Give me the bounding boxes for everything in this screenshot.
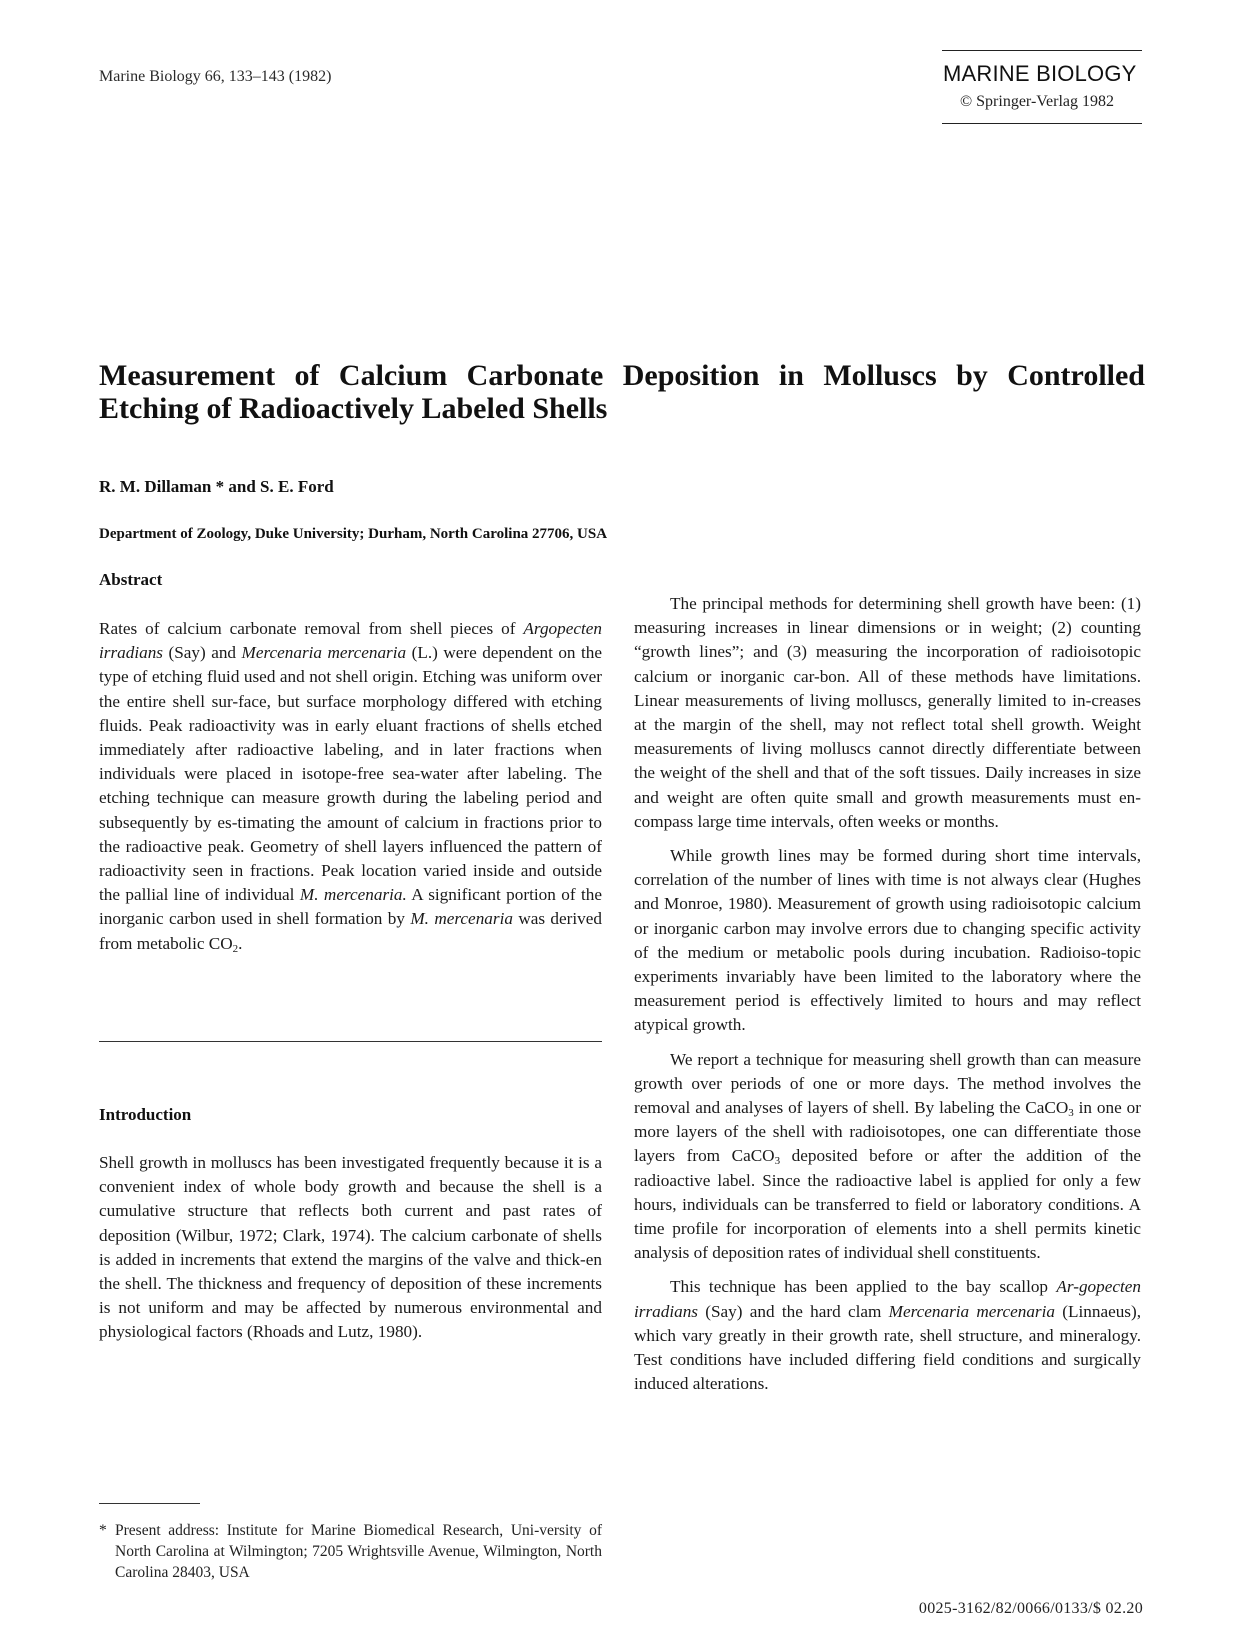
journal-brand-title: MARINE BIOLOGY — [943, 61, 1137, 86]
paragraph-application: This technique has been applied to the bay scallop Ar-gopecten irradians (Say) and the hard clam Mercenaria mercenaria (Linnaeus), which vary greatly in their growth rate, shell structure, and mineralogy. Test conditions have included differing field conditions and surgically induced alterations. — [634, 1277, 1142, 1394]
copyright-line: © Springer-Verlag 1982 — [960, 93, 1115, 110]
footnote-divider — [99, 1503, 200, 1504]
article-affiliation: Department of Zoology, Duke University; Durham, North Carolina 27706, USA — [99, 526, 608, 542]
journal-reference: Marine Biology 66, 133–143 (1982) — [99, 68, 332, 85]
footnote — [99, 1520, 602, 1583]
abstract-body — [99, 617, 602, 956]
article-title: Measurement of Calcium Carbonate Deposition in Molluscs by Controlled Etching of Radioactively Labeled Shells — [99, 359, 1145, 425]
introduction-paragraph: Shell growth in molluscs has been investigated frequently because it is a convenient index of whole body growth and because the shell is a cumulative structure that reflects both current and past rates of deposition (Wilbur, 1972; Clark, 1974). The calcium carbonate of shells is added in increments that extend the margins of the valve and thick-en the shell. The thickness and frequency of deposition of these increments is not uniform and may be affected by numerous environmental and physiological factors (Rhoads and Lutz, 1980). — [99, 1153, 602, 1342]
abstract-paragraph: Rates of calcium carbonate removal from shell pieces of Argopecten irradians (Say) and Mercenaria mercenaria (L.) were dependent on the type of etching fluid used and not shell origin. Etching was uniform over the entire shell sur-face, but surface morphology differed with etching fluids. Peak radioactivity was in early eluant fractions of shells etched immediately after radioactive labeling, and in later fractions when individuals were placed in isotope-free sea-water after labeling. The etching technique can measure growth during the labeling period and subsequently by es-timating the amount of calcium in fractions prior to the radioactive peak. Geometry of shell layers influenced the pattern of radioactivity seen in fractions. Peak location varied inside and outside the pallial line of individual M. mercenaria. A significant portion of the inorganic carbon used in shell formation by M. mercenaria was derived from metabolic $CO_2$. — [99, 619, 603, 955]
article-authors: R. M. Dillaman * and S. E. Ford — [99, 477, 334, 496]
paragraph-technique: We report a technique for measuring shell growth than can measure growth over periods of one or more days. The method involves the removal and analyses of layers of shell. By labeling the CaCO$_3$ in one or more layers of the shell with radioisotopes, one can differentiate those layers from CaCO$_3$ deposited before or after the addition of the radioactive label. Since the radioactive label is applied for only a few hours, individuals can be transferred to field or laboratory conditions. A time profile for incorporation of elements into a shell permits kinetic analysis of deposition rates of individual shell constituents. — [634, 1049, 1141, 1263]
introduction-body — [99, 1151, 602, 1345]
abstract-divider — [99, 1041, 602, 1042]
footnote-text: Present address: Institute for Marine Biomedical Research, Uni-versity of North Carolina at Wilmington; 7205 Wrightsville Avenue, Wilmington, North Carolina 28403, USA — [115, 1522, 602, 1581]
introduction-heading: Introduction — [99, 1105, 192, 1124]
article-code: 0025-3162/82/0066/0133/$ 02.20 — [918, 1600, 1143, 1617]
journal-brand-box — [942, 50, 1142, 124]
abstract-heading: Abstract — [99, 570, 163, 589]
paragraph-methods: The principal methods for determining shell growth have been: (1) measuring increases in linear dimensions or in weight; (2) counting “growth lines”; and (3) measuring the incorporation of radioisotopic calcium or inorganic car-bon. All of these methods have limitations. Linear measurements of living molluscs, generally limited to in-creases at the margin of the shell, may not reflect total shell growth. Weight measurements of living molluscs cannot directly differentiate between the weight of the shell and that of the soft tissues. Daily increases in size and weight are often quite small and growth measurements must en-compass large time intervals, often weeks or months. — [634, 594, 1141, 831]
footnote-mark: * — [99, 1522, 107, 1539]
right-column-body — [634, 592, 1141, 1407]
paragraph-growth-lines: While growth lines may be formed during short time intervals, correlation of the number of lines with time is not always clear (Hughes and Monroe, 1980). Measurement of growth using radioisotopic calcium or inorganic carbon may involve errors due to changing specific activity of the medium or metabolic pools during incubation. Radioiso-topic experiments invariably have been limited to the laboratory where the measurement period is effectively limited to hours and may reflect atypical growth. — [634, 846, 1141, 1035]
